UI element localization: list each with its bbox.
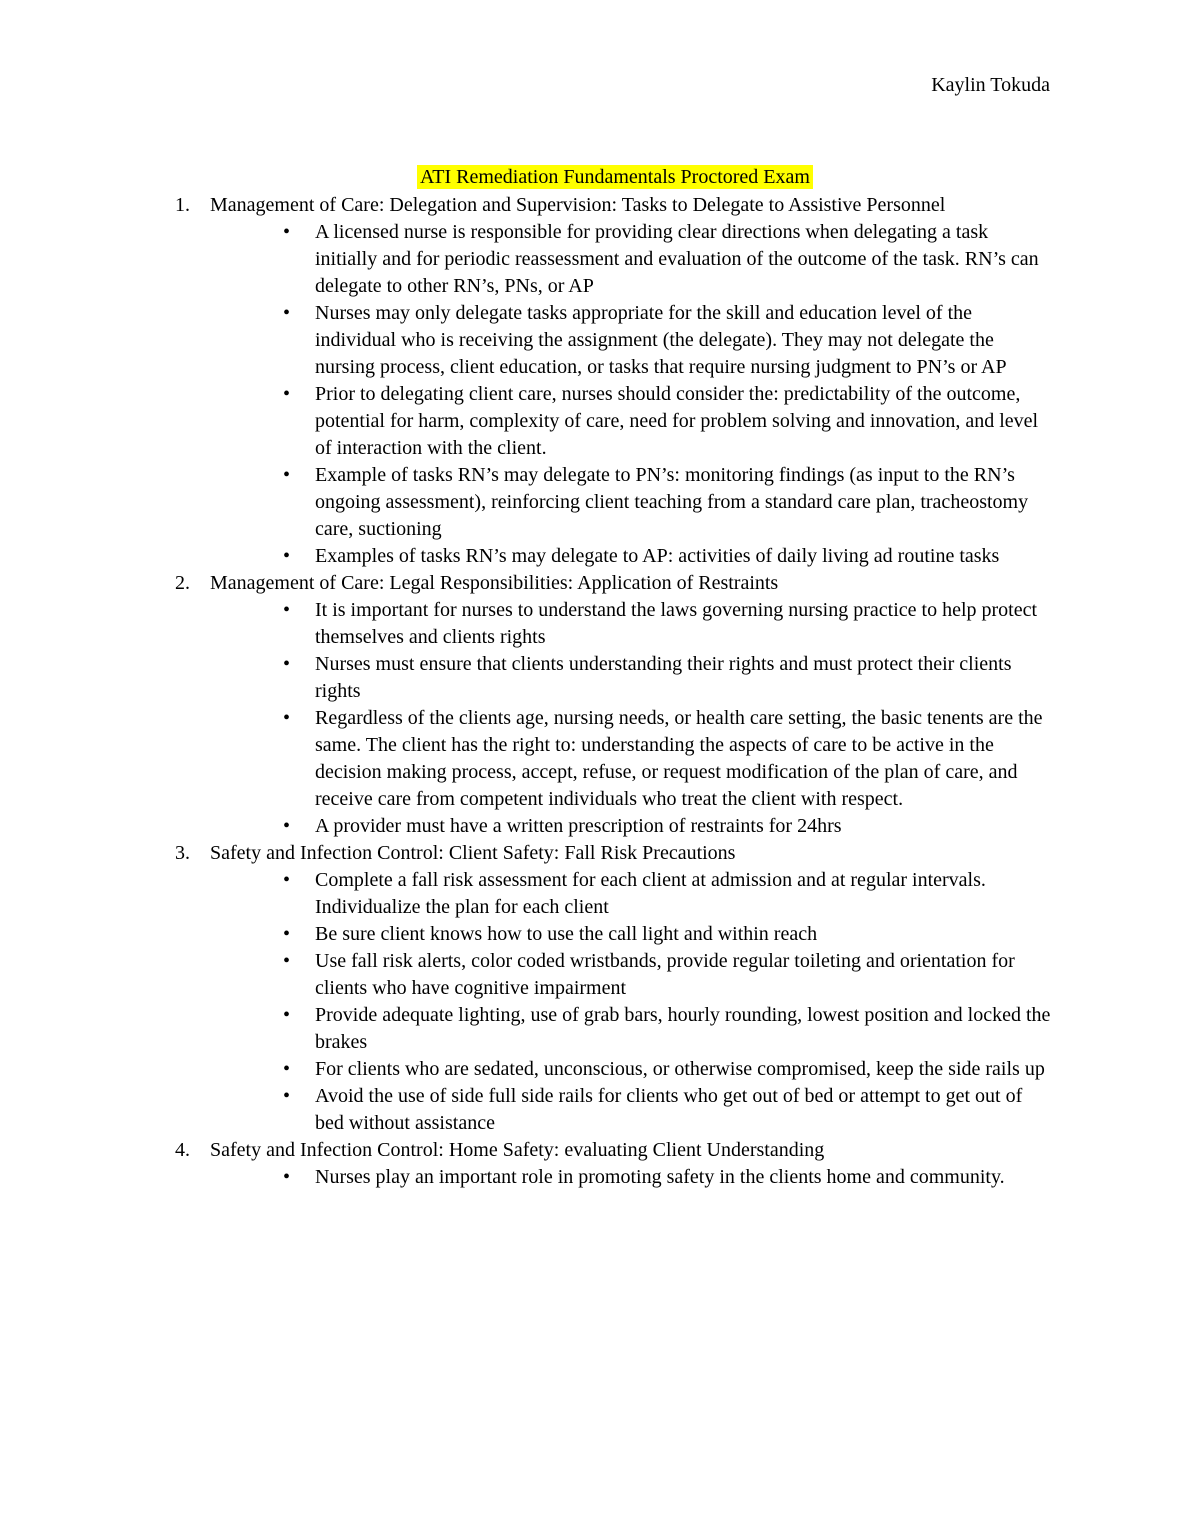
bullet-text: Avoid the use of side full side rails for clients who get out of bed or attempt to get out of bed without assistance <box>315 1085 1023 1134</box>
highlighted-title-text: ATI Remediation Fundamentals Proctored Exam <box>417 165 813 189</box>
bullet-item <box>175 1056 1055 1083</box>
section <box>175 570 1055 840</box>
author-name: Kaylin Tokuda <box>931 74 1050 96</box>
bullet-item <box>175 705 1055 813</box>
bullet-marker <box>283 300 315 381</box>
section-heading: Management of Care: Legal Responsibilities: Application of Restraints <box>210 572 779 594</box>
section-heading-row <box>175 1137 1055 1164</box>
bullet-indent <box>175 948 283 1002</box>
document-title <box>175 164 1055 191</box>
bullet-indent <box>175 1083 283 1137</box>
bullet-indent <box>175 543 283 570</box>
bullet-text: Regardless of the clients age, nursing needs, or health care setting, the basic tenents are the same. The client has the right to: understanding the aspects of care to be active in the decision making process, accept, refuse, or request modification of the plan of care, and receive care from competent individuals who treat the client with respect. <box>315 707 1043 810</box>
bullet-indent <box>175 462 283 543</box>
section-number: 1. <box>175 194 190 216</box>
bullet-item <box>175 1083 1055 1137</box>
bullet-item <box>175 921 1055 948</box>
bullet-item <box>175 462 1055 543</box>
bullet-text: A licensed nurse is responsible for providing clear directions when delegating a task initially and for periodic reassessment and evaluation of the outcome of the task. RN’s can delegate to other RN’s, PNs, or AP <box>315 221 1039 297</box>
section-heading: Safety and Infection Control: Home Safety: evaluating Client Understanding <box>210 1139 825 1161</box>
section-heading: Management of Care: Delegation and Supervision: Tasks to Delegate to Assistive Personnel <box>210 194 946 216</box>
bullet-marker <box>283 921 315 948</box>
section <box>175 840 1055 1137</box>
bullet-text: Nurses play an important role in promoting safety in the clients home and community. <box>315 1166 1005 1188</box>
section-number: 4. <box>175 1139 190 1161</box>
bullet-text: Be sure client knows how to use the call light and within reach <box>315 923 818 945</box>
bullet-indent <box>175 219 283 300</box>
bullet-marker <box>283 867 315 921</box>
bullet-indent <box>175 651 283 705</box>
bullet-indent <box>175 300 283 381</box>
section-heading-row <box>175 840 1055 867</box>
bullet-text: For clients who are sedated, unconscious, or otherwise compromised, keep the side rails up <box>315 1058 1045 1080</box>
bullet-text: Nurses must ensure that clients understanding their rights and must protect their clients rights <box>315 653 1012 702</box>
bullet-marker <box>283 1083 315 1137</box>
bullet-indent <box>175 705 283 813</box>
bullet-indent <box>175 867 283 921</box>
bullet-item <box>175 651 1055 705</box>
bullet-marker <box>283 1164 315 1191</box>
bullet-text: Prior to delegating client care, nurses should consider the: predictability of the outcome, potential for harm, complexity of care, need for problem solving and innovation, and level of interaction with the client. <box>315 383 1039 459</box>
bullet-text: Examples of tasks RN’s may delegate to AP: activities of daily living ad routine tasks <box>315 545 1000 567</box>
bullet-marker <box>283 462 315 543</box>
bullet-item <box>175 597 1055 651</box>
bullet-marker <box>283 1002 315 1056</box>
bullet-indent <box>175 1056 283 1083</box>
bullet-marker <box>283 948 315 1002</box>
bullet-text: It is important for nurses to understand the laws governing nursing practice to help protect themselves and clients rights <box>315 599 1038 648</box>
bullet-item <box>175 948 1055 1002</box>
bullet-text: Provide adequate lighting, use of grab bars, hourly rounding, lowest position and locked the brakes <box>315 1004 1051 1053</box>
section <box>175 192 1055 570</box>
bullet-marker <box>283 813 315 840</box>
bullet-item <box>175 543 1055 570</box>
bullet-text: Example of tasks RN’s may delegate to PN’s: monitoring findings (as input to the RN’s ongoing assessment), reinforcing client teaching from a standard care plan, tracheostomy care, suctioning <box>315 464 1029 540</box>
bullet-text: Nurses may only delegate tasks appropriate for the skill and education level of the individual who is receiving the assignment (the delegate). They may not delegate the nursing process, client education, or tasks that require nursing judgment to PN’s or AP <box>315 302 1007 378</box>
bullet-marker <box>283 705 315 813</box>
section-heading-row <box>175 192 1055 219</box>
bullet-item <box>175 1002 1055 1056</box>
bullet-item <box>175 381 1055 462</box>
bullet-text: A provider must have a written prescription of restraints for 24hrs <box>315 815 842 837</box>
bullet-indent <box>175 1164 283 1191</box>
bullet-indent <box>175 381 283 462</box>
bullet-indent <box>175 813 283 840</box>
section <box>175 1137 1055 1191</box>
section-heading: Safety and Infection Control: Client Safety: Fall Risk Precautions <box>210 842 736 864</box>
section-heading-row <box>175 570 1055 597</box>
bullet-indent <box>175 597 283 651</box>
bullet-text: Use fall risk alerts, color coded wristbands, provide regular toileting and orientation for clients who have cognitive impairment <box>315 950 1015 999</box>
bullet-item <box>175 1164 1055 1191</box>
bullet-item <box>175 813 1055 840</box>
bullet-marker <box>283 651 315 705</box>
bullet-item <box>175 300 1055 381</box>
bullet-marker <box>283 597 315 651</box>
bullet-indent <box>175 921 283 948</box>
bullet-marker <box>283 381 315 462</box>
section-number: 2. <box>175 572 190 594</box>
section-number: 3. <box>175 842 190 864</box>
bullet-marker <box>283 1056 315 1083</box>
bullet-indent <box>175 1002 283 1056</box>
bullet-marker <box>283 219 315 300</box>
document-body <box>175 164 1055 1191</box>
bullet-text: Complete a fall risk assessment for each client at admission and at regular intervals. Individualize the plan for each client <box>315 869 986 918</box>
bullet-item <box>175 219 1055 300</box>
bullet-item <box>175 867 1055 921</box>
bullet-marker <box>283 543 315 570</box>
